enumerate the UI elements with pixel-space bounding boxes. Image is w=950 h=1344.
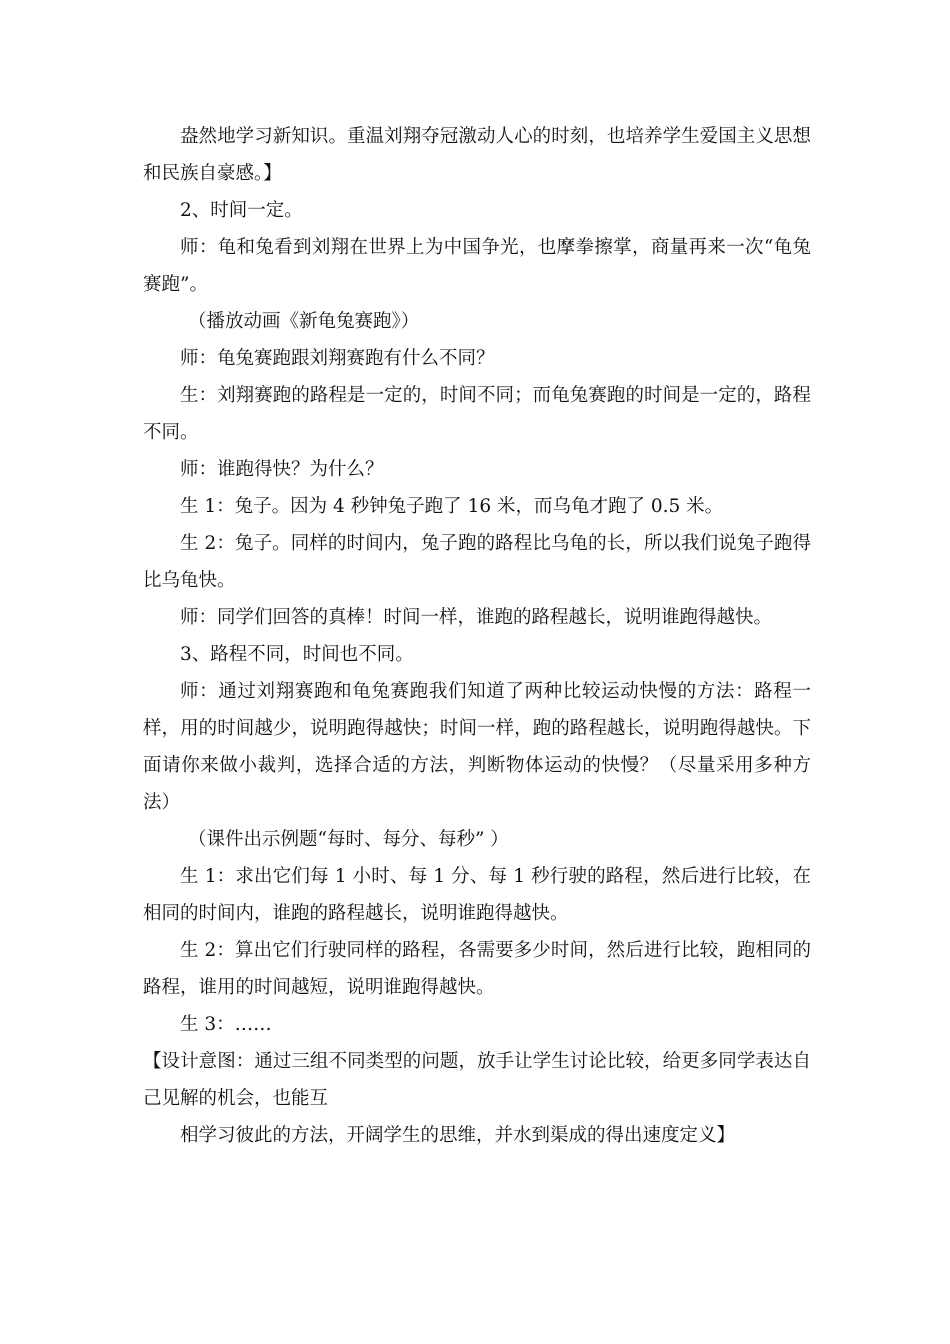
paragraph-courseware-note: （课件出示例题“每时、每分、每秒” ） xyxy=(188,829,509,850)
section-heading-distance-time-differ: 3、路程不同，时间也不同。 xyxy=(180,644,414,665)
paragraph-student-3: 生 2：兔子。同样的时间内，兔子跑的路程比乌龟的长，所以我们说兔子跑得比乌龟快。 xyxy=(143,533,811,591)
paragraph-teacher-3: 师：谁跑得快？为什么？ xyxy=(180,459,384,480)
paragraph-student-4: 生 1：求出它们每 1 小时、每 1 分、每 1 秒行驶的路程，然后进行比较，在相同的时间内，谁跑的路程越长，说明谁跑得越快。 xyxy=(143,866,811,924)
paragraph-teacher-1: 师：龟和兔看到刘翔在世界上为中国争光，也摩拳擦掌，商量再来一次“龟兔赛跑”。 xyxy=(143,237,811,295)
paragraph-teacher-2: 师：龟兔赛跑跟刘翔赛跑有什么不同？ xyxy=(180,348,495,369)
paragraph-student-6: 生 3：…… xyxy=(180,1014,272,1035)
paragraph-student-5: 生 2：算出它们行驶同样的路程，各需要多少时间，然后进行比较，跑相同的路程，谁用的时间越短，说明谁跑得越快。 xyxy=(143,940,811,998)
section-heading-time-fixed: 2、时间一定。 xyxy=(180,200,303,221)
paragraph-animation-note: （播放动画《新龟兔赛跑》） xyxy=(188,311,420,332)
paragraph-design-intent-continued: 相学习彼此的方法，开阔学生的思维，并水到渠成的得出速度定义】 xyxy=(180,1125,736,1146)
paragraph-student-1: 生：刘翔赛跑的路程是一定的，时间不同；而龟兔赛跑的时间是一定的，路程不同。 xyxy=(143,385,811,443)
paragraph-student-2: 生 1：兔子。因为 4 秒钟兔子跑了 16 米，而乌龟才跑了 0.5 米。 xyxy=(180,496,724,517)
paragraph-teacher-5: 师：通过刘翔赛跑和龟兔赛跑我们知道了两种比较运动快慢的方法：路程一样，用的时间越少，说明跑得越快；时间一样，跑的路程越长，说明跑得越快。下面请你来做小裁判，选择合适的方法，判断物体运动的快慢？（尽量采用多种方法） xyxy=(143,681,811,813)
paragraph-design-intent-end: 盎然地学习新知识。重温刘翔夺冠激动人心的时刻，也培养学生爱国主义思想和民族自豪感。】 xyxy=(143,126,811,184)
paragraph-design-intent-start: 【设计意图：通过三组不同类型的问题，放手让学生讨论比较，给更多同学表达自己见解的机会，也能互 xyxy=(143,1051,811,1109)
document-body xyxy=(143,118,811,1154)
paragraph-teacher-4: 师：同学们回答的真棒！时间一样，谁跑的路程越长，说明谁跑得越快。 xyxy=(180,607,773,628)
